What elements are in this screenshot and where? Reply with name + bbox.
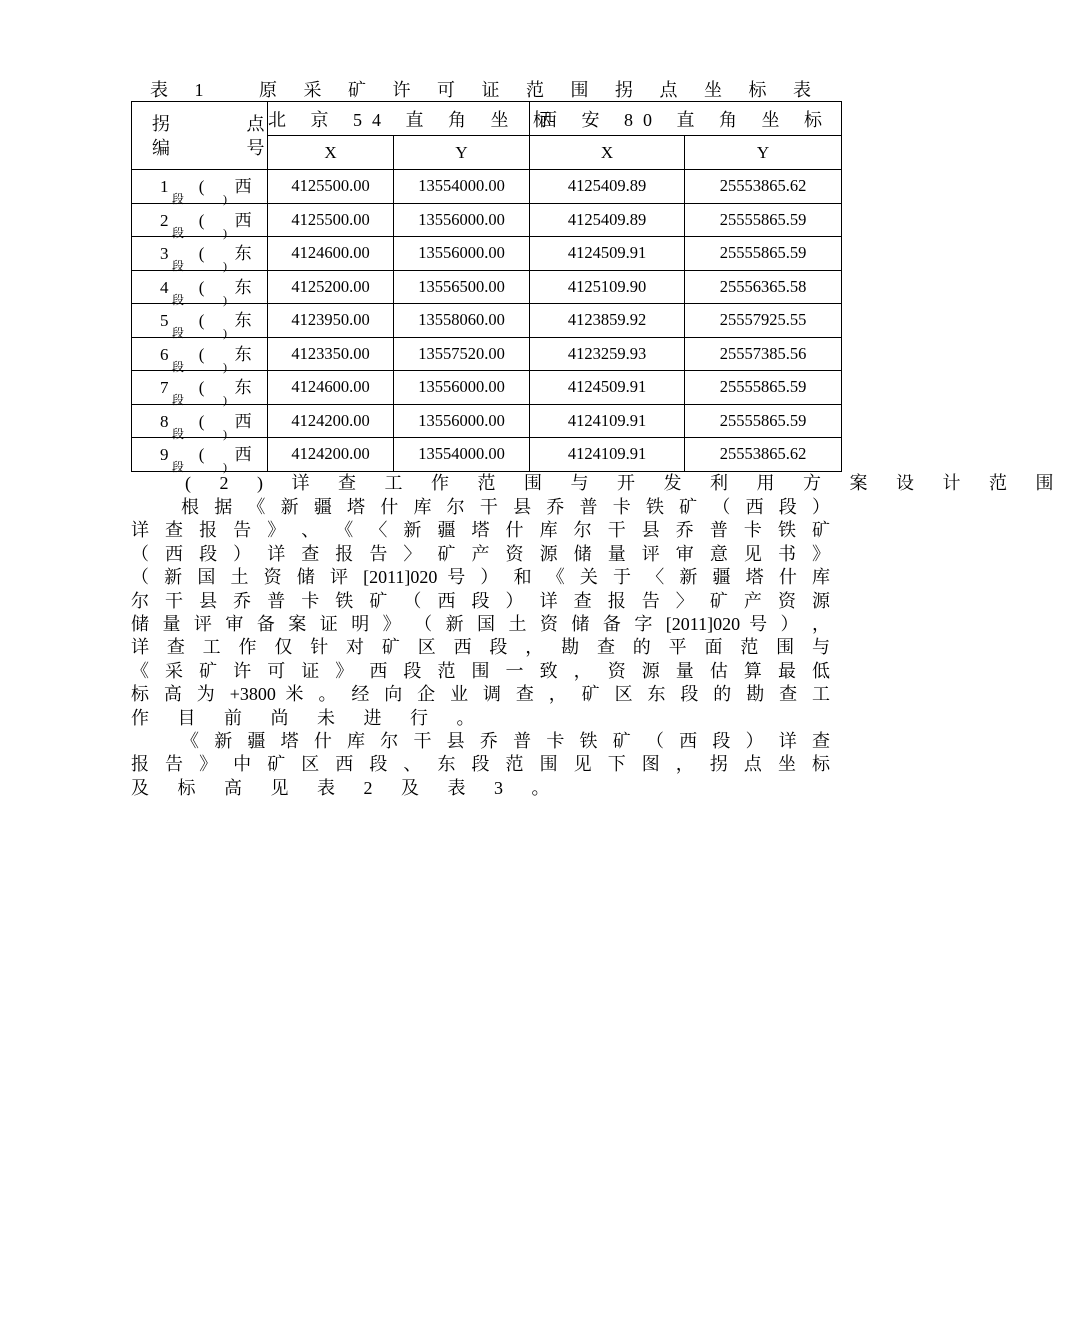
point-label-overflow: 段 ) bbox=[172, 326, 245, 341]
point-label: 1 ( 西 bbox=[160, 177, 265, 197]
paragraph-line: 尔 干 县 乔 普 卡 铁 矿 （ 西 段 ） 详 查 报 告 〉 矿 产 资 源 bbox=[131, 590, 830, 611]
beijing54-x-cell: 4123950.00 bbox=[268, 304, 394, 338]
beijing54-y-cell: 13556500.00 bbox=[394, 270, 530, 304]
beijing54-y-cell: 13556000.00 bbox=[394, 237, 530, 271]
beijing54-y-cell: 13556000.00 bbox=[394, 404, 530, 438]
point-label-overflow: 段 ) bbox=[172, 192, 245, 207]
point-number-cell bbox=[132, 203, 268, 240]
point-number-cell bbox=[132, 304, 268, 341]
paragraph-line: 详 查 报 告 》 、 《 〈 新 疆 塔 什 库 尔 干 县 乔 普 卡 铁 矿 bbox=[131, 520, 830, 541]
xian80-x-header: X bbox=[530, 136, 685, 170]
point-number-header-top: 拐 点 bbox=[152, 113, 301, 134]
xian80-y-cell: 25556365.58 bbox=[685, 270, 842, 304]
table-body bbox=[132, 170, 842, 475]
table-row bbox=[132, 237, 842, 271]
xian80-y-cell: 25555865.59 bbox=[685, 371, 842, 405]
xian80-x-cell: 4124109.91 bbox=[530, 404, 685, 438]
point-number-header-bottom: 编 号 bbox=[152, 137, 301, 158]
point-label-overflow: 段 ) bbox=[172, 225, 245, 240]
point-label: 9 ( 西 bbox=[160, 445, 265, 465]
section-heading: ( 2 ) 详 查 工 作 范 围 与 开 发 利 用 方 案 设 计 范 围 bbox=[185, 473, 1066, 493]
table-row bbox=[132, 438, 842, 472]
xian80-x-cell: 4124109.91 bbox=[530, 438, 685, 472]
beijing54-y-cell: 13556000.00 bbox=[394, 371, 530, 405]
point-label: 2 ( 西 bbox=[160, 210, 265, 230]
point-number-cell bbox=[132, 237, 268, 274]
point-label: 3 ( 东 bbox=[160, 244, 265, 264]
beijing54-x-cell: 4124600.00 bbox=[268, 371, 394, 405]
table-row bbox=[132, 170, 842, 204]
point-label: 4 ( 东 bbox=[160, 277, 265, 297]
paragraph-line: 作 目 前 尚 未 进 行 。 bbox=[131, 707, 487, 728]
point-label-overflow: 段 ) bbox=[172, 426, 245, 441]
beijing54-x-cell: 4125200.00 bbox=[268, 270, 394, 304]
table-row bbox=[132, 270, 842, 304]
xian80-x-cell: 4124509.91 bbox=[530, 371, 685, 405]
point-label-overflow: 段 ) bbox=[172, 393, 245, 408]
paragraph-line: 储 量 评 审 备 案 证 明 》 （ 新 国 土 资 储 备 字 [2011]020 号 ） ， bbox=[131, 614, 830, 634]
beijing54-y-cell: 13554000.00 bbox=[394, 438, 530, 472]
xian80-x-cell: 4124509.91 bbox=[530, 237, 685, 271]
xian80-y-cell: 25555865.59 bbox=[685, 203, 842, 237]
beijing54-group-header: 北 京 54 直 角 坐 标 bbox=[268, 102, 530, 136]
beijing54-x-cell: 4124200.00 bbox=[268, 404, 394, 438]
xian80-x-cell: 4125409.89 bbox=[530, 203, 685, 237]
beijing54-x-header: X bbox=[268, 136, 394, 170]
point-label-overflow: 段 ) bbox=[172, 259, 245, 274]
paragraph-line: 《 新 疆 塔 什 库 尔 干 县 乔 普 卡 铁 矿 （ 西 段 ） 详 查 bbox=[181, 731, 830, 751]
table-header-row bbox=[132, 102, 842, 136]
beijing54-y-cell: 13554000.00 bbox=[394, 170, 530, 204]
xian80-x-cell: 4125109.90 bbox=[530, 270, 685, 304]
point-label: 6 ( 东 bbox=[160, 344, 265, 364]
point-number-cell bbox=[132, 404, 268, 441]
point-number-cell bbox=[132, 371, 268, 408]
point-number-header bbox=[132, 102, 301, 170]
xian80-group-header: 西 安 80 直 角 坐 标 bbox=[530, 102, 842, 136]
table-row bbox=[132, 304, 842, 338]
point-number-cell bbox=[132, 438, 268, 475]
beijing54-y-cell: 13557520.00 bbox=[394, 337, 530, 371]
xian80-y-cell: 25553865.62 bbox=[685, 438, 842, 472]
coordinate-table bbox=[131, 101, 842, 475]
point-label: 7 ( 东 bbox=[160, 378, 265, 398]
xian80-y-cell: 25553865.62 bbox=[685, 170, 842, 204]
beijing54-x-cell: 4123350.00 bbox=[268, 337, 394, 371]
beijing54-x-cell: 4125500.00 bbox=[268, 170, 394, 204]
point-number-cell bbox=[132, 337, 268, 374]
xian80-y-cell: 25555865.59 bbox=[685, 404, 842, 438]
beijing54-y-cell: 13558060.00 bbox=[394, 304, 530, 338]
xian80-y-cell: 25557385.56 bbox=[685, 337, 842, 371]
paragraph-line: 详 查 工 作 仅 针 对 矿 区 西 段 ， 勘 查 的 平 面 范 围 与 bbox=[131, 637, 830, 658]
point-label-overflow: 段 ) bbox=[172, 292, 245, 307]
table-row bbox=[132, 337, 842, 371]
table-caption: 表 1 原 采 矿 许 可 证 范 围 拐 点 坐 标 表 bbox=[150, 80, 822, 100]
paragraph-line: 标 高 为 +3800 米 。 经 向 企 业 调 查 ， 矿 区 东 段 的 勘 查 工 bbox=[131, 684, 830, 705]
paragraph-line: （ 西 段 ） 详 查 报 告 〉 矿 产 资 源 储 量 评 审 意 见 书 》 bbox=[131, 543, 830, 564]
point-label-overflow: 段 ) bbox=[172, 359, 245, 374]
point-number-cell bbox=[132, 170, 268, 207]
xian80-y-header: Y bbox=[685, 136, 842, 170]
beijing54-x-cell: 4125500.00 bbox=[268, 203, 394, 237]
xian80-x-cell: 4123259.93 bbox=[530, 337, 685, 371]
paragraph-line: 报 告 》 中 矿 区 西 段 、 东 段 范 围 见 下 图 ， 拐 点 坐 标 bbox=[131, 754, 830, 775]
xian80-y-cell: 25555865.59 bbox=[685, 237, 842, 271]
paragraph-line: 及 标 高 见 表 2 及 表 3 。 bbox=[131, 777, 562, 798]
table-row bbox=[132, 404, 842, 438]
paragraph-line: 根 据 《 新 疆 塔 什 库 尔 干 县 乔 普 卡 铁 矿 （ 西 段 ） bbox=[181, 497, 830, 517]
beijing54-y-header: Y bbox=[394, 136, 530, 170]
table-row bbox=[132, 203, 842, 237]
beijing54-y-cell: 13556000.00 bbox=[394, 203, 530, 237]
beijing54-x-cell: 4124200.00 bbox=[268, 438, 394, 472]
table-row bbox=[132, 371, 842, 405]
xian80-x-cell: 4123859.92 bbox=[530, 304, 685, 338]
xian80-y-cell: 25557925.55 bbox=[685, 304, 842, 338]
beijing54-x-cell: 4124600.00 bbox=[268, 237, 394, 271]
point-label: 5 ( 东 bbox=[160, 311, 265, 331]
paragraph-line: 《 采 矿 许 可 证 》 西 段 范 围 一 致 ， 资 源 量 估 算 最 低 bbox=[131, 660, 830, 681]
point-label-overflow: 段 ) bbox=[172, 460, 245, 475]
paragraph-line: （ 新 国 土 资 储 评 [2011]020 号 ） 和 《 关 于 〈 新 疆 塔 什 库 bbox=[131, 567, 830, 588]
point-number-cell bbox=[132, 270, 268, 307]
xian80-x-cell: 4125409.89 bbox=[530, 170, 685, 204]
point-label: 8 ( 西 bbox=[160, 411, 265, 431]
